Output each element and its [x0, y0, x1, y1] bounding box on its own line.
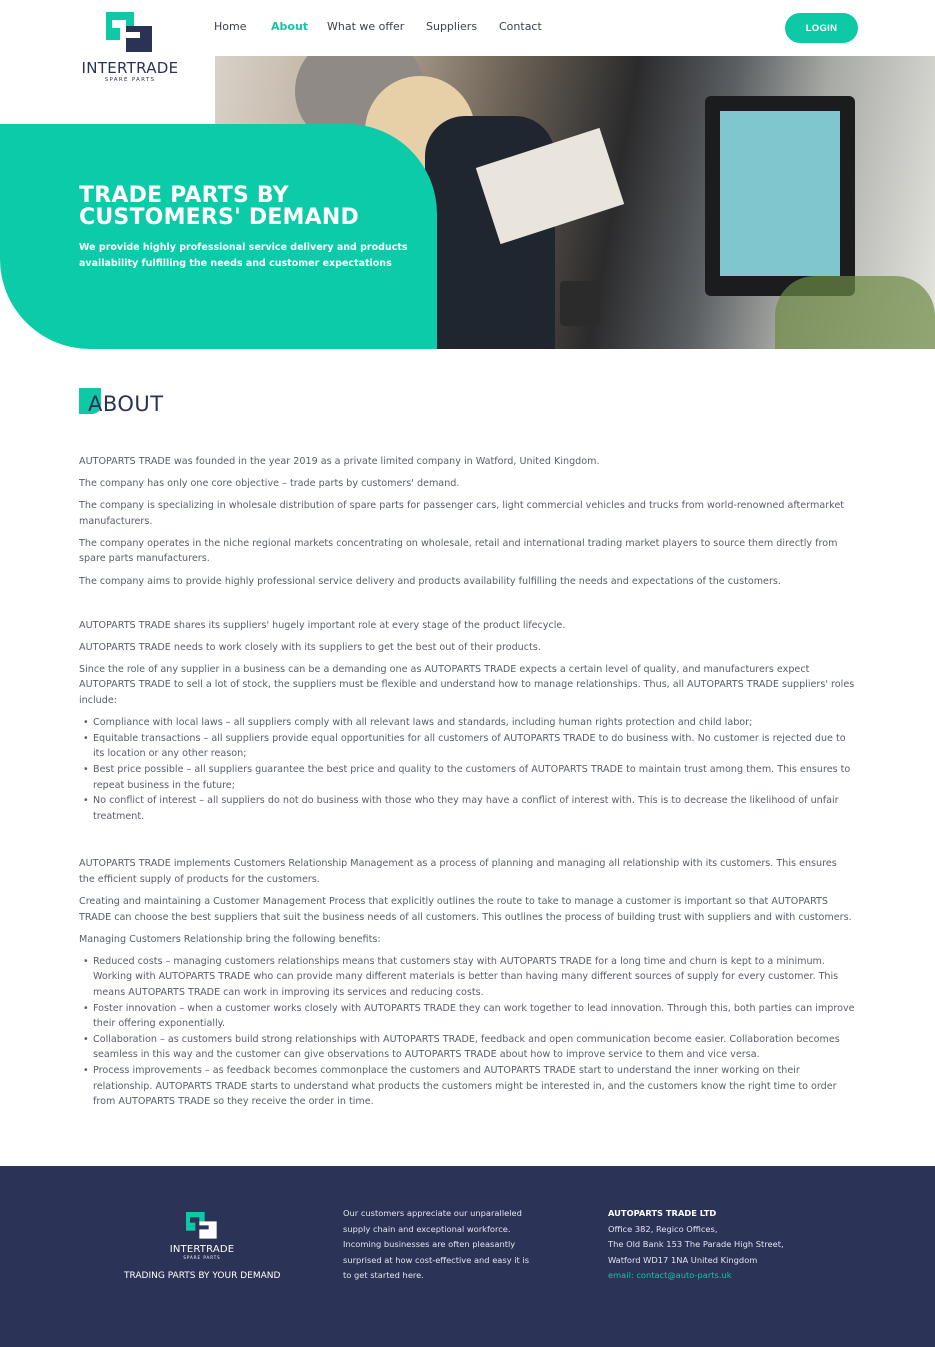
paragraph: The company aims to provide highly professional service delivery and products availability fulfilling the needs and expectations of the customers. — [79, 575, 781, 587]
hero-banner — [0, 124, 437, 349]
site-footer — [0, 1166, 935, 1347]
hero-title — [79, 185, 419, 229]
list-item: • Reduced costs – managing customers relationships means that customers stay with AUTOPARTS TRADE for a long time and churn is kept to a minimum. Working with AUTOPARTS TRADE who can provide many different materials is better than having many different sources of supply for every customer. This means AUTOPARTS TRADE can work in improving its services and reducing costs. — [79, 954, 855, 1001]
footer-email-link[interactable]: email: contact@auto-parts.uk — [608, 1270, 732, 1281]
footer-logo[interactable] — [168, 1212, 236, 1260]
supplier-roles-list — [79, 715, 855, 824]
paragraph: AUTOPARTS TRADE needs to work closely with its suppliers to get the best out of their products. — [79, 641, 541, 653]
about-content — [79, 454, 855, 1120]
logo-mark-icon — [106, 12, 154, 54]
brand-tagline: SPARE PARTS — [104, 77, 156, 83]
paragraph: AUTOPARTS TRADE was founded in the year 2019 as a private limited company in Watford, United Kingdom. — [79, 456, 600, 467]
site-header — [0, 0, 935, 83]
brand-name: INTERTRADE — [81, 59, 179, 77]
nav-home[interactable]: Home — [214, 20, 247, 33]
paragraph: The company operates in the niche regional markets concentrating on wholesale, retail and international trading market players to source them directly from spare parts manufacturers. — [79, 537, 838, 565]
paragraph: The company is specializing in wholesale distribution of spare parts for passenger cars, light commercial vehicles and trucks from world-renowned aftermarket manufacturers. — [79, 500, 845, 527]
hero-subtitle: We provide highly professional service delivery and products availability fulfilling the needs and customer expectations — [79, 242, 408, 269]
footer-address — [608, 1206, 838, 1284]
nav-what-we-offer[interactable]: What we offer — [327, 20, 405, 33]
nav-suppliers[interactable]: Suppliers — [426, 20, 478, 33]
list-item: • Foster innovation – when a customer works closely with AUTOPARTS TRADE they can work together to lead innovation. Through this, both parties can improve their offering exponentially. — [79, 1001, 855, 1032]
list-item: • Compliance with local laws – all suppliers comply with all relevant laws and standards, including human rights protection and child labor; — [79, 715, 855, 731]
login-button[interactable]: LOGIN — [785, 13, 858, 43]
paragraph: The company has only one core objective – trade parts by customers' demand. — [79, 478, 460, 490]
address-line: Watford WD17 1NA United Kingdom — [608, 1254, 758, 1265]
brand-logo[interactable] — [79, 12, 181, 83]
paragraph: AUTOPARTS TRADE implements Customers Relationship Management as a process of planning and managing all relationship with its customers. This ensures the efficient supply of products for the customers. — [79, 858, 837, 885]
address-line: The Old Bank 153 The Parade High Street, — [608, 1239, 784, 1250]
footer-brand-tagline: SPARE PARTS — [183, 1255, 221, 1260]
list-item: • Collaboration – as customers build strong relationships with AUTOPARTS TRADE, feedback and open communication become easier. Collaboration becomes seamless in this way and the customer can give observations to AUTOPARTS TRADE about how to improve service to them and vice versa. — [79, 1032, 855, 1063]
hero-title-line-1: TRADE PARTS BY — [79, 183, 289, 208]
nav-contact[interactable]: Contact — [499, 20, 542, 33]
footer-tagline: TRADING PARTS BY YOUR DEMAND — [124, 1271, 281, 1281]
footer-description: Our customers appreciate our unparalleled supply chain and exceptional workforce. Incoming businesses are often pleasantly surprised at how cost-effective and easy it is to get started here. — [343, 1208, 530, 1281]
address-line: Office 382, Regico Offices, — [608, 1223, 718, 1234]
list-item: • No conflict of interest – all suppliers do not do business with those who they may have a conflict of interest with. This is to decrease the likelihood of unfair treatment. — [79, 793, 855, 824]
paragraph: Managing Customers Relationship bring the following benefits: — [79, 933, 381, 945]
about-heading-text: ABOUT — [88, 392, 164, 416]
paragraph: Creating and maintaining a Customer Management Process that explicitly outlines the route to take to manage a customer is important so that AUTOPARTS TRADE can choose the best suppliers that suit the business needs of all customers. This outlines the process of building trust with suppliers and with customers. — [79, 895, 852, 923]
list-item: • Equitable transactions – all suppliers provide equal opportunities for all customers of AUTOPARTS TRADE to do business with. No customer is rejected due to its location or any other reason; — [79, 731, 855, 762]
footer-company: AUTOPARTS TRADE LTD — [608, 1208, 717, 1218]
list-item: • Best price possible – all suppliers guarantee the best price and quality to the customers of AUTOPARTS TRADE to maintain trust among them. This ensures to repeat business in the future; — [79, 762, 855, 793]
nav-about[interactable]: About — [271, 20, 309, 33]
benefits-list — [79, 954, 855, 1110]
paragraph: AUTOPARTS TRADE shares its suppliers' hugely important role at every stage of the product lifecycle. — [79, 619, 566, 631]
paragraph: Since the role of any supplier in a business can be a demanding one as AUTOPARTS TRADE expects a certain level of quality, and manufacturers expect AUTOPARTS TRADE to sell a lot of stock, the suppliers must be flexible and understand how to manage relationships. Thus, all AUTOPARTS TRADE suppliers' roles include: — [79, 663, 855, 707]
hero-title-line-2: CUSTOMERS' DEMAND — [79, 205, 359, 230]
footer-logo-mark-icon — [186, 1212, 218, 1240]
list-item: • Process improvements – as feedback becomes commonplace the customers and AUTOPARTS TRADE start to understand the inner working on their relationship. AUTOPARTS TRADE starts to understand what products the customers might be interested in, and the customers know the right time to order from AUTOPARTS TRADE so they receive the order in time. — [79, 1063, 855, 1110]
footer-brand-name: INTERTRADE — [169, 1244, 235, 1255]
